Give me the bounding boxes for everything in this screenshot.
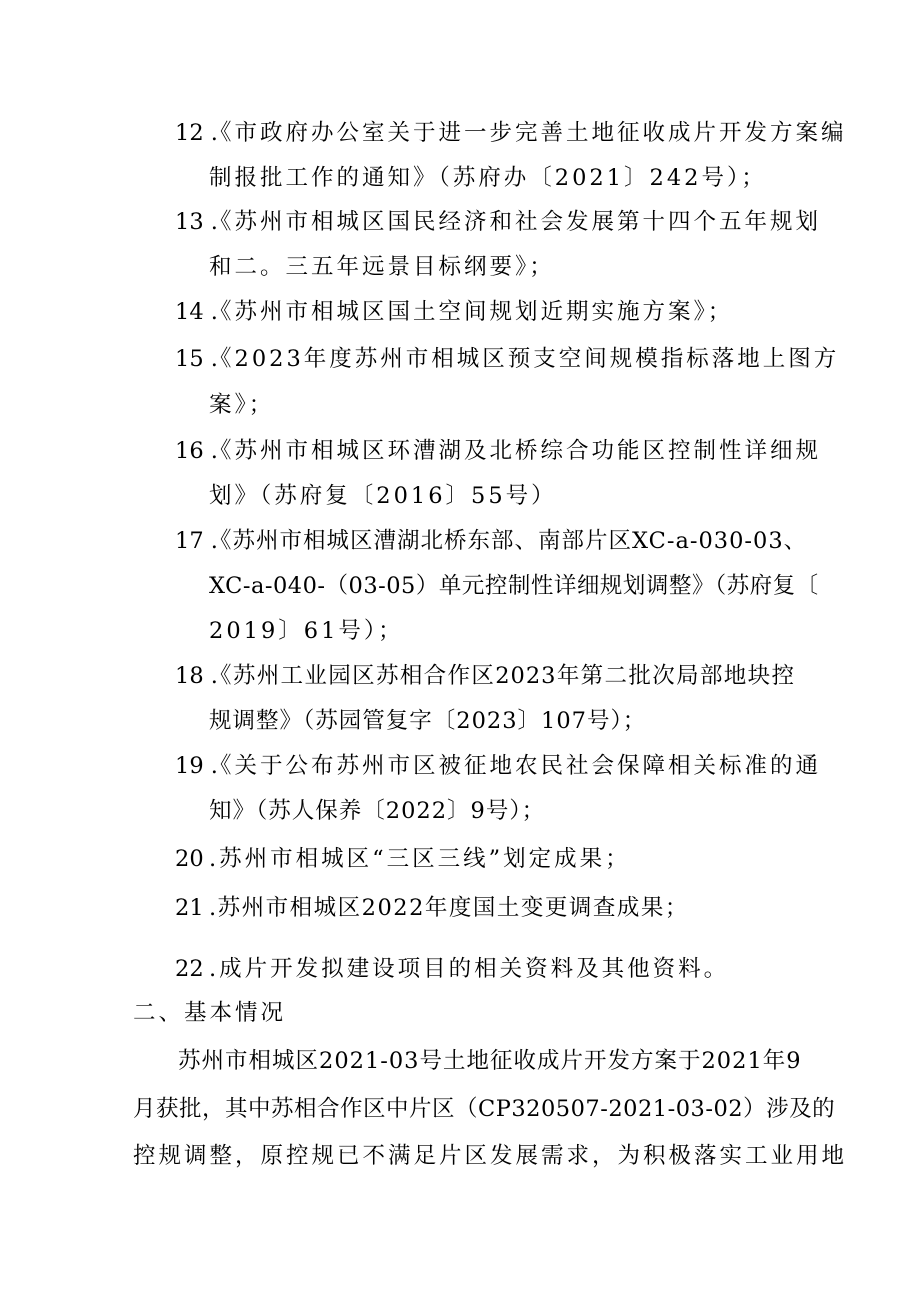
paragraph-text: 控规调整，原控规已不满足片区发展需求，为积极落实工业用地 [133, 1143, 848, 1169]
item-text-line: 《关于公布苏州市区被征地农民社会保障相关标准的通 [209, 753, 822, 779]
item-text-line: 《苏州市相城区国民经济和社会发展第十四个五年规划 [209, 209, 822, 235]
item-text-line: 《苏州市相城区国土空间规划近期实施方案》； [209, 299, 734, 325]
item-text-line: 《苏州市相城区环漕湖及北桥综合功能区控制性详细规 [209, 438, 822, 464]
item-number: 20 [175, 846, 204, 872]
item-number: 13 . [175, 209, 218, 235]
paragraph-text: 月获批，其中苏相合作区中片区（CP320507-2021-03-02）涉及的 [133, 1096, 836, 1122]
item-text-line: XC-a-040-（03-05）单元控制性详细规划调整》（苏府复〔 [209, 573, 819, 599]
item-text-line: 《苏州市相城区漕湖北桥东部、南部片区XC-a-030-03、 [209, 528, 808, 554]
item-number: 18 . [175, 663, 218, 689]
item-number: 17 . [175, 528, 218, 554]
item-text-line: 划》（苏府复〔2016〕55号） [209, 483, 557, 509]
item-text-line: 知》（苏人保养〔2022〕9号）； [209, 798, 546, 824]
item-text-line: 和二。三五年远景目标纲要》； [209, 254, 555, 280]
item-text-line: .苏州市相城区2022年度国土变更调查成果； [209, 895, 689, 921]
item-number: 14 . [175, 299, 218, 325]
item-text-line: 《市政府办公室关于进一步完善土地征收成片开发方案编 [209, 120, 847, 146]
item-text-line: .成片开发拟建设项目的相关资料及其他资料。 [209, 956, 730, 982]
item-text-line: 《2023年度苏州市相城区预支空间规模指标落地上图方 [209, 346, 840, 372]
item-number: 16 . [175, 438, 218, 464]
item-text-line: .苏州市相城区“三区三线”划定成果； [209, 846, 631, 872]
item-text-line: 制报批工作的通知》（苏府办〔2021〕242号）； [209, 165, 767, 191]
item-number: 12 . [175, 120, 218, 146]
item-text-line: 《苏州工业园区苏相合作区2023年第二批次局部地块控 [209, 663, 795, 689]
item-number: 21 [175, 895, 204, 921]
item-number: 22 [175, 956, 204, 982]
item-text-line: 规调整》（苏园管复字〔2023〕107号）； [209, 708, 647, 734]
section-heading-text: 二、基本情况 [133, 1000, 287, 1026]
item-number: 19 . [175, 753, 218, 779]
item-number: 15 . [175, 346, 218, 372]
item-text-line: 2019〕61号）； [209, 618, 404, 644]
item-text-line: 案》； [209, 392, 275, 418]
paragraph-text: 苏州市相城区2021-03号土地征收成片开发方案于2021年9 [178, 1048, 802, 1074]
